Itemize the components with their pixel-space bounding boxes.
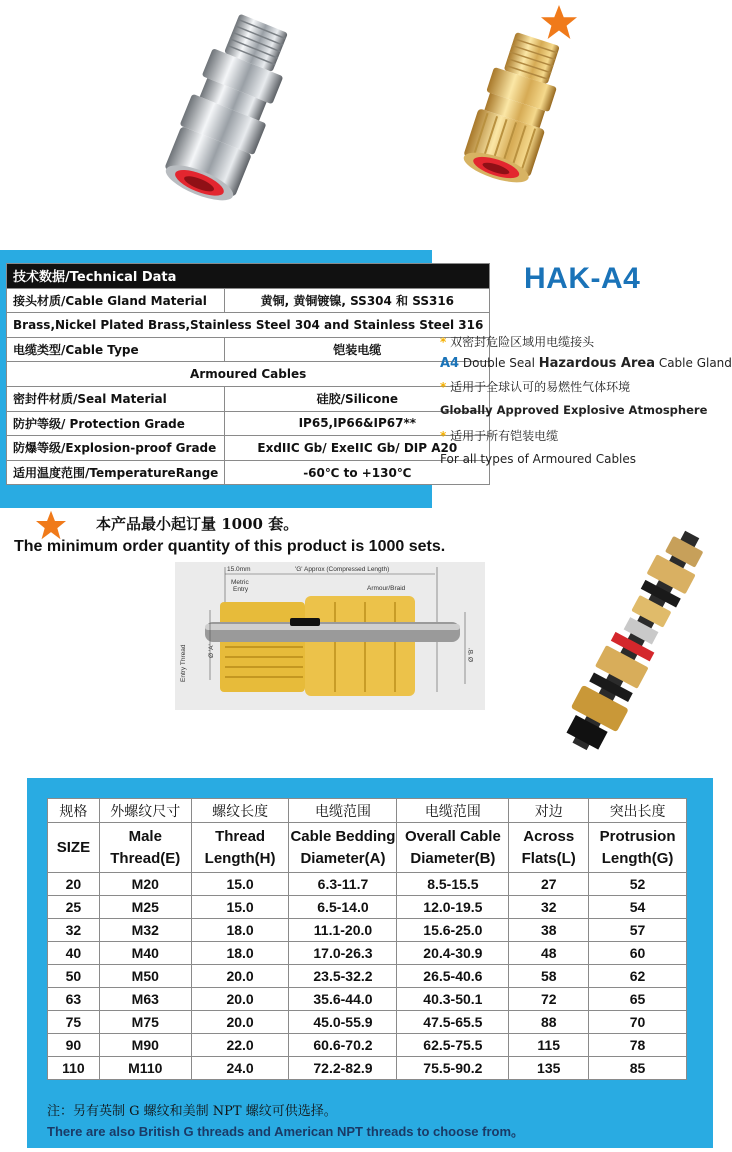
- table-cell: M63: [99, 988, 191, 1011]
- header-line: Diameter(B): [410, 849, 496, 867]
- table-cell: 48: [509, 942, 589, 965]
- table-cell: 38: [509, 919, 589, 942]
- table-cell: 20.4-30.9: [397, 942, 509, 965]
- dimension-drawing: [175, 562, 485, 710]
- header-line: SIZE: [56, 838, 91, 856]
- table-cell: 8.5-15.5: [397, 873, 509, 896]
- table-cell: 23.5-32.2: [289, 965, 397, 988]
- table-cell: 40: [48, 942, 100, 965]
- header-line: Thread: [215, 827, 266, 845]
- spec-label: 适用温度范围/TemperatureRange: [7, 460, 225, 485]
- spec-value: 黄铜, 黄铜镀镍, SS304 和 SS316: [225, 288, 490, 313]
- table-cell: M40: [99, 942, 191, 965]
- table-cell: 12.0-19.5: [397, 896, 509, 919]
- table-cell: 17.0-26.3: [289, 942, 397, 965]
- min-order-cn: 本产品最小起订量 1000 套。: [96, 515, 299, 533]
- svg-text:Ø 'A': Ø 'A': [208, 644, 215, 658]
- table-cell: 15.6-25.0: [397, 919, 509, 942]
- header-cell-cn: 突出长度: [589, 799, 687, 823]
- table-cell: M32: [99, 919, 191, 942]
- header-line: Diameter(A): [300, 849, 386, 867]
- table-cell: 20.0: [191, 1011, 289, 1034]
- table-cell: 72: [509, 988, 589, 1011]
- bullet-star: *: [440, 429, 447, 443]
- table-row: [48, 988, 687, 1011]
- table-cell: M75: [99, 1011, 191, 1034]
- spec-label: 防护等级/ Protection Grade: [7, 411, 225, 436]
- table-header-en: [48, 823, 687, 873]
- technical-data-panel: [0, 250, 484, 508]
- spec-value: Armoured Cables: [7, 362, 490, 387]
- table-cell: 78: [589, 1034, 687, 1057]
- spec-value: 硅胶/Silicone: [225, 386, 490, 411]
- header-cell-cn: 螺纹长度: [191, 799, 289, 823]
- size-table-panel: [27, 778, 713, 1148]
- table-row: [7, 386, 490, 411]
- header-line: Length(H): [204, 849, 276, 867]
- feature-line: Globally Approved Explosive Atmosphere: [440, 403, 708, 417]
- table-cell: 26.5-40.6: [397, 965, 509, 988]
- table-cell: 32: [509, 896, 589, 919]
- header-line: Across: [523, 827, 575, 845]
- table-cell: 15.0: [191, 873, 289, 896]
- table-row: [7, 337, 490, 362]
- table-cell: 27: [509, 873, 589, 896]
- table-row: [7, 313, 490, 338]
- table-cell: 11.1-20.0: [289, 919, 397, 942]
- table-cell: 50: [48, 965, 100, 988]
- svg-text:15.0mm: 15.0mm: [227, 566, 251, 573]
- size-table: [47, 798, 687, 1080]
- table-cell: 110: [48, 1057, 100, 1080]
- table-cell: 88: [509, 1011, 589, 1034]
- bullet-star: *: [440, 335, 447, 349]
- spec-label: 防爆等级/Explosion-proof Grade: [7, 436, 225, 461]
- table-cell: 63: [48, 988, 100, 1011]
- header-cell-cn: 外螺纹尺寸: [99, 799, 191, 823]
- table-cell: 18.0: [191, 942, 289, 965]
- min-order-en: The minimum order quantity of this product is 1000 sets.: [14, 538, 446, 555]
- header-line: Protrusion: [599, 827, 676, 845]
- table-cell: 6.3-11.7: [289, 873, 397, 896]
- spec-label: 密封件材质/Seal Material: [7, 386, 225, 411]
- header-line: Male: [128, 827, 162, 845]
- table-header-cn: [48, 799, 687, 823]
- table-row: [7, 436, 490, 461]
- header-line: Length(G): [601, 849, 674, 867]
- model-title: HAK-A4: [524, 262, 641, 295]
- spec-value: IP65,IP66&IP67**: [225, 411, 490, 436]
- header-line: Overall Cable: [404, 827, 501, 845]
- feature-line: * 适用于全球认可的易燃性气体环境: [440, 380, 631, 394]
- table-row: [48, 1011, 687, 1034]
- table-cell: 18.0: [191, 919, 289, 942]
- table-cell: 62.5-75.5: [397, 1034, 509, 1057]
- table-cell: 6.5-14.0: [289, 896, 397, 919]
- table-cell: 58: [509, 965, 589, 988]
- table-cell: 40.3-50.1: [397, 988, 509, 1011]
- table-cell: 24.0: [191, 1057, 289, 1080]
- table-row: [48, 873, 687, 896]
- svg-text:Metric: Metric: [231, 579, 249, 586]
- table-row: [7, 288, 490, 313]
- table-cell: 20.0: [191, 988, 289, 1011]
- header-cell-cn: 对边: [509, 799, 589, 823]
- technical-data-table: [6, 263, 490, 485]
- bullet-star: *: [440, 380, 447, 394]
- chrome-cable-gland-image: [160, 12, 295, 212]
- header-line: Flats(L): [521, 849, 576, 867]
- table-cell: 57: [589, 919, 687, 942]
- header-cell-en: [99, 823, 191, 873]
- table-cell: 85: [589, 1057, 687, 1080]
- svg-text:'G' Approx (Compressed Length): 'G' Approx (Compressed Length): [295, 566, 390, 573]
- table-cell: 62: [589, 965, 687, 988]
- table-cell: 65: [589, 988, 687, 1011]
- svg-text:Entry Thread: Entry Thread: [180, 644, 187, 682]
- table-cell: 54: [589, 896, 687, 919]
- header-line: Thread(E): [110, 849, 181, 867]
- header-cell-cn: 规格: [48, 799, 100, 823]
- feature-line: A4 Double Seal Hazardous Area Cable Gland: [440, 356, 732, 371]
- header-cell-en: [397, 823, 509, 873]
- table-cell: M90: [99, 1034, 191, 1057]
- table-cell: 135: [509, 1057, 589, 1080]
- star-icon: [34, 510, 68, 540]
- table-cell: 15.0: [191, 896, 289, 919]
- table-cell: M20: [99, 873, 191, 896]
- table-cell: 45.0-55.9: [289, 1011, 397, 1034]
- table-cell: 72.2-82.9: [289, 1057, 397, 1080]
- svg-text:Armour/Braid: Armour/Braid: [367, 585, 406, 592]
- table-row: [7, 460, 490, 485]
- table-cell: 20.0: [191, 965, 289, 988]
- table-cell: 115: [509, 1034, 589, 1057]
- table-cell: 70: [589, 1011, 687, 1034]
- table-cell: M25: [99, 896, 191, 919]
- svg-text:Entry: Entry: [233, 586, 249, 593]
- feature-line: For all types of Armoured Cables: [440, 452, 637, 466]
- spec-label: 电缆类型/Cable Type: [7, 337, 225, 362]
- table-cell: 75: [48, 1011, 100, 1034]
- table-cell: 32: [48, 919, 100, 942]
- table-cell: M50: [99, 965, 191, 988]
- feature-line: * 双密封危险区域用电缆接头: [440, 335, 595, 349]
- table-row: [48, 896, 687, 919]
- brass-cable-gland-image: [455, 5, 575, 195]
- header-cell-en: [191, 823, 289, 873]
- technical-data-title: 技术数据/Technical Data: [7, 264, 490, 289]
- spec-value: -60℃ to +130℃: [225, 460, 490, 485]
- table-cell: 25: [48, 896, 100, 919]
- table-cell: 20: [48, 873, 100, 896]
- table-row: [48, 1034, 687, 1057]
- table-row: [48, 942, 687, 965]
- table-cell: 35.6-44.0: [289, 988, 397, 1011]
- header-cell-en: [289, 823, 397, 873]
- table-cell: 52: [589, 873, 687, 896]
- note-cn: 注：另有英制 G 螺纹和美制 NPT 螺纹可供选择。: [47, 1104, 337, 1119]
- table-cell: 75.5-90.2: [397, 1057, 509, 1080]
- spec-value: Brass,Nickel Plated Brass,Stainless Steel 304 and Stainless Steel 316: [7, 313, 490, 338]
- exploded-gland-image: [560, 520, 710, 760]
- svg-text:Ø 'B': Ø 'B': [468, 648, 475, 662]
- table-row: [48, 919, 687, 942]
- header-cell-en: [589, 823, 687, 873]
- spec-label: 接头材质/Cable Gland Material: [7, 288, 225, 313]
- spec-value: ExdIIC Gb/ ExeIIC Gb/ DIP A20: [225, 436, 490, 461]
- table-cell: 90: [48, 1034, 100, 1057]
- table-cell: 60.6-70.2: [289, 1034, 397, 1057]
- header-cell-en: [509, 823, 589, 873]
- table-cell: M110: [99, 1057, 191, 1080]
- note-en: There are also British G threads and American NPT threads to choose from。: [47, 1124, 525, 1139]
- table-cell: 47.5-65.5: [397, 1011, 509, 1034]
- spec-value: 铠装电缆: [225, 337, 490, 362]
- table-cell: 22.0: [191, 1034, 289, 1057]
- table-row: [48, 1057, 687, 1080]
- table-row: [7, 411, 490, 436]
- header-line: Cable Bedding: [290, 827, 396, 845]
- feature-line: * 适用于所有铠装电缆: [440, 429, 559, 443]
- table-cell: 60: [589, 942, 687, 965]
- table-row: [48, 965, 687, 988]
- header-cell-cn: 电缆范围: [397, 799, 509, 823]
- header-cell-cn: 电缆范围: [289, 799, 397, 823]
- header-cell-en: [48, 823, 100, 873]
- table-row: [7, 362, 490, 387]
